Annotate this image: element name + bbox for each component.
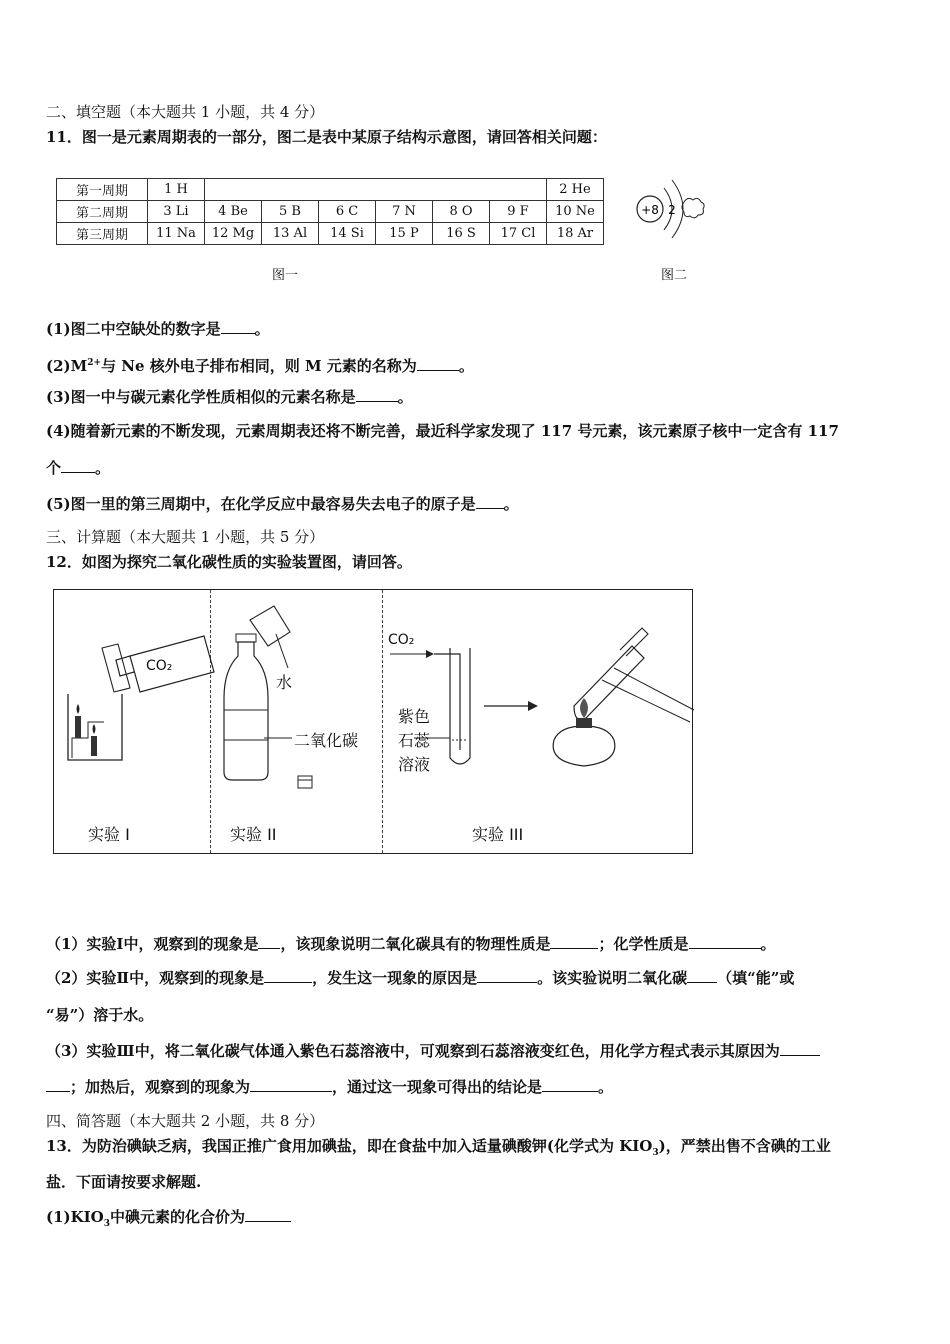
element-cell: 4 Be [205, 201, 262, 223]
q12-part-3-cont: ；加热后，观察到的现象为 ，通过这一现象可得出的结论是 。 [46, 1077, 613, 1097]
q12-part-3: （3）实验Ⅲ中，将二氧化碳气体通入紫色石蕊溶液中，可观察到石蕊溶液变红色，用化学方程式表示其原因为 [46, 1041, 820, 1061]
apparatus-drawing [54, 590, 694, 855]
element-cell: 15 P [376, 223, 433, 245]
q11-part-4-cont: 个 。 [46, 459, 111, 477]
figure-1-caption: 图一 [272, 268, 299, 283]
heated-test-tube [574, 628, 694, 722]
element-cell: 10 Ne [547, 201, 604, 223]
blank-cloud [682, 198, 704, 217]
element-cell: 7 N [376, 201, 433, 223]
q11-part-2: $(2)M^{2+}$与 Ne 核外电子排布相同，则 M 元素的名称为 。 [46, 357, 474, 375]
question-13: 13．为防治碘缺乏病，我国正推广食用加碘盐，即在食盐中加入适量碘酸钾(化学式为 $KIO_3$)，严禁出售不含碘的工业 [46, 1137, 831, 1158]
question-13-cont: 盐．下面请按要求解题. [46, 1173, 202, 1191]
q12-part-1: （1）实验Ⅰ中，观察到的现象是 ，该现象说明二氧化碳具有的物理性质是 ；化学性质是 。 [46, 935, 776, 953]
element-cell: 18 Ar [547, 223, 604, 245]
empty-cell [205, 179, 547, 201]
period-row [57, 223, 604, 245]
period-label: 第二周期 [57, 201, 148, 223]
q11-part-1: (1)图二中空缺处的数字是 。 [46, 320, 270, 338]
element-cell: 5 B [262, 201, 319, 223]
experiment-2-label: 实验 II [230, 825, 277, 844]
figure-2-caption: 图二 [661, 268, 688, 283]
atom-structure-diagram [628, 172, 708, 248]
co2-inlet-label: CO₂ [388, 632, 415, 648]
question-11: 11．图一是元素周期表的一部分，图二是表中某原子结构示意图，请回答相关问题： [46, 128, 607, 146]
co2-experiment-figure [53, 589, 693, 854]
element-cell: 12 Mg [205, 223, 262, 245]
q11-part-5: (5)图一里的第三周期中，在化学反应中最容易失去电子的原子是 。 [46, 495, 519, 513]
element-cell: 9 F [490, 201, 547, 223]
co2-gas-label: 二氧化碳 [294, 731, 359, 750]
question-12: 12．如图为探究二氧化碳性质的实验装置图，请回答。 [46, 553, 412, 571]
alcohol-lamp [553, 698, 615, 766]
experiment-3-label: 实验 III [472, 825, 524, 844]
element-cell: 11 Na [148, 223, 205, 245]
period-row [57, 179, 604, 201]
periodic-table [56, 178, 604, 245]
litmus-label-1: 紫色 [398, 707, 431, 726]
section-title-calculation: 三、计算题（本大题共 1 小题，共 5 分） [46, 528, 325, 546]
nucleus-charge: +8 [641, 203, 659, 217]
period-label: 第一周期 [57, 179, 148, 201]
litmus-label-2: 石蕊 [398, 731, 431, 750]
element-cell: 6 C [319, 201, 376, 223]
plastic-bottle [224, 634, 268, 780]
q11-part-3: (3)图一中与碳元素化学性质相似的元素名称是 。 [46, 388, 413, 406]
period-label: 第三周期 [57, 223, 148, 245]
element-cell: 14 Si [319, 223, 376, 245]
first-shell-electrons: 2 [668, 203, 676, 217]
q12-part-2: （2）实验Ⅱ中，观察到的现象是 ，发生这一现象的原因是 。该实验说明二氧化碳 （填“能”或 [46, 969, 795, 987]
element-cell: 17 Cl [490, 223, 547, 245]
beaker-with-candles [68, 694, 122, 760]
q11-part-4: (4)随着新元素的不断发现，元素周期表还将不断完善，最近科学家发现了 117 号元素，该元素原子核中一定含有 117 [46, 422, 839, 440]
element-cell: 2 He [547, 179, 604, 201]
element-cell: 1 H [148, 179, 205, 201]
process-arrow [484, 701, 538, 711]
element-cell: 13 Al [262, 223, 319, 245]
element-cell: 8 O [433, 201, 490, 223]
co2-bottle-label: CO₂ [146, 658, 173, 674]
water-label: 水 [276, 673, 293, 692]
section-title-short-answer: 四、简答题（本大题共 2 小题，共 8 分） [46, 1112, 325, 1130]
q12-part-2-cont: “易”）溶于水。 [46, 1006, 154, 1024]
experiment-1-label: 实验 I [88, 825, 130, 844]
section-title-fill-blank: 二、填空题（本大题共 1 小题，共 4 分） [46, 103, 325, 121]
element-cell: 3 Li [148, 201, 205, 223]
bottle-cap [298, 776, 312, 788]
period-row [57, 201, 604, 223]
q13-part-1: $(1)KIO_3$中碘元素的化合价为 [46, 1207, 291, 1234]
element-cell: 16 S [433, 223, 490, 245]
litmus-label-3: 溶液 [398, 755, 431, 774]
